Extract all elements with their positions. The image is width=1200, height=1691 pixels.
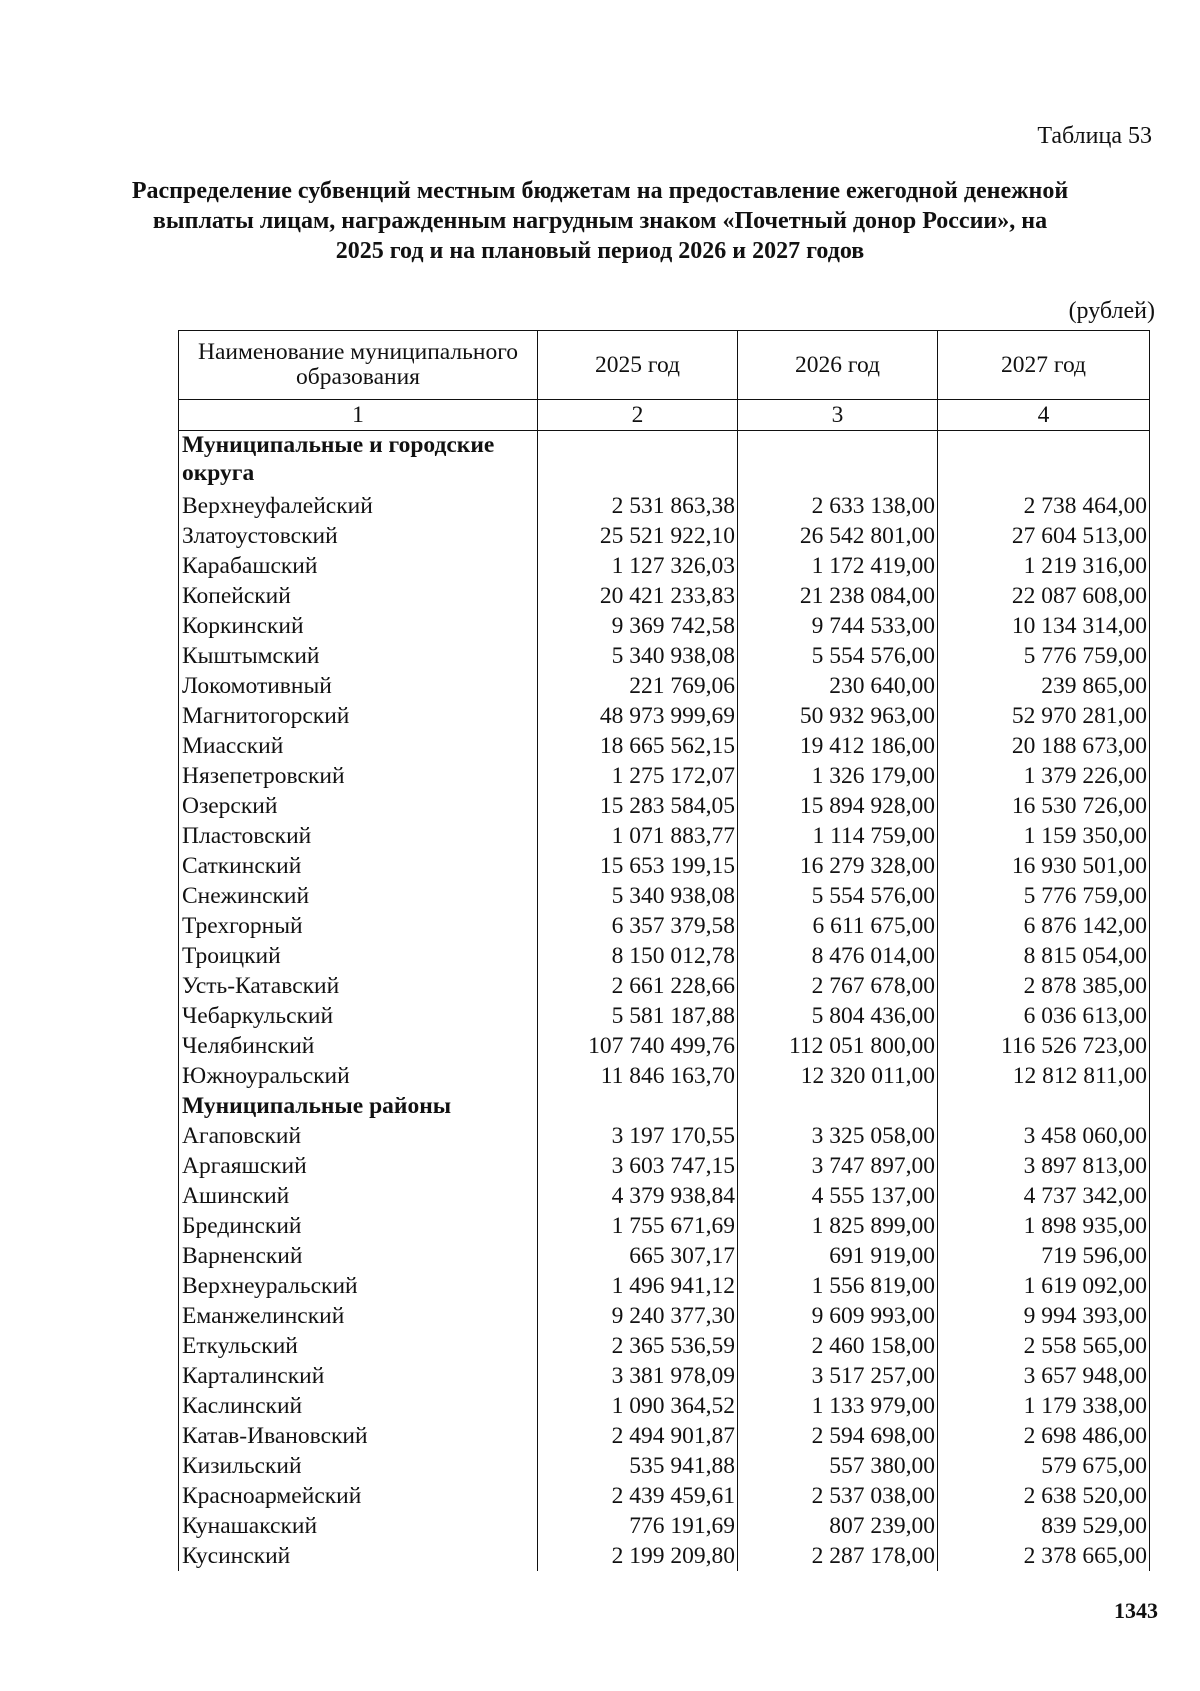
municipality-name-cell: Локомотивный (179, 671, 538, 701)
table-row (179, 1181, 1150, 1211)
table-row (179, 1211, 1150, 1241)
table-row (179, 1421, 1150, 1451)
header-2027: 2027 год (938, 331, 1150, 400)
value-2026-cell: 691 919,00 (738, 1241, 938, 1271)
value-2025-cell: 2 531 863,38 (538, 491, 738, 521)
value-2027-cell: 1 159 350,00 (938, 821, 1150, 851)
table-row (179, 851, 1150, 881)
section-row (179, 431, 1150, 492)
value-2026-cell: 1 825 899,00 (738, 1211, 938, 1241)
value-2026-cell: 1 172 419,00 (738, 551, 938, 581)
value-2027-cell: 6 876 142,00 (938, 911, 1150, 941)
value-2027-cell: 239 865,00 (938, 671, 1150, 701)
column-number: 1 (179, 400, 538, 431)
value-2027-cell: 839 529,00 (938, 1511, 1150, 1541)
units-label: (рублей) (1068, 298, 1155, 324)
municipality-name-cell: Брединский (179, 1211, 538, 1241)
value-2027-cell: 52 970 281,00 (938, 701, 1150, 731)
value-2026-cell: 1 556 819,00 (738, 1271, 938, 1301)
value-2026-cell: 3 325 058,00 (738, 1121, 938, 1151)
value-2027-cell: 1 219 316,00 (938, 551, 1150, 581)
header-row (179, 331, 1150, 400)
municipality-name-cell: Карталинский (179, 1361, 538, 1391)
table-row (179, 971, 1150, 1001)
value-2026-cell: 6 611 675,00 (738, 911, 938, 941)
value-2026-cell: 5 554 576,00 (738, 641, 938, 671)
table-row (179, 1541, 1150, 1571)
value-2027-cell: 2 378 665,00 (938, 1541, 1150, 1571)
value-2027-cell: 1 179 338,00 (938, 1391, 1150, 1421)
municipality-name-cell: Аргаяшский (179, 1151, 538, 1181)
municipality-name-cell: Снежинский (179, 881, 538, 911)
table-row (179, 1001, 1150, 1031)
value-2026-cell: 2 287 178,00 (738, 1541, 938, 1571)
table-row (179, 491, 1150, 521)
value-2027-cell: 5 776 759,00 (938, 641, 1150, 671)
value-2027-cell: 2 558 565,00 (938, 1331, 1150, 1361)
value-2026-cell: 2 594 698,00 (738, 1421, 938, 1451)
header-2026: 2026 год (738, 331, 938, 400)
municipality-name-cell: Троицкий (179, 941, 538, 971)
municipality-name-cell: Катав-Ивановский (179, 1421, 538, 1451)
value-2025-cell: 9 240 377,30 (538, 1301, 738, 1331)
table-label: Таблица 53 (1037, 123, 1152, 149)
value-2026-cell: 230 640,00 (738, 671, 938, 701)
municipality-name-cell: Челябинский (179, 1031, 538, 1061)
column-number: 4 (938, 400, 1150, 431)
value-2026-cell: 9 744 533,00 (738, 611, 938, 641)
value-2025-cell: 6 357 379,58 (538, 911, 738, 941)
value-2025-cell: 2 494 901,87 (538, 1421, 738, 1451)
table-row (179, 1061, 1150, 1091)
empty-cell (938, 1091, 1150, 1121)
value-2027-cell: 12 812 811,00 (938, 1061, 1150, 1091)
value-2027-cell: 579 675,00 (938, 1451, 1150, 1481)
municipality-name-cell: Южноуральский (179, 1061, 538, 1091)
value-2026-cell: 21 238 084,00 (738, 581, 938, 611)
value-2025-cell: 1 090 364,52 (538, 1391, 738, 1421)
municipality-name-cell: Чебаркульский (179, 1001, 538, 1031)
municipality-name-cell: Ашинский (179, 1181, 538, 1211)
table-row (179, 701, 1150, 731)
value-2027-cell: 27 604 513,00 (938, 521, 1150, 551)
value-2027-cell: 9 994 393,00 (938, 1301, 1150, 1331)
table-row (179, 581, 1150, 611)
municipality-name-cell: Саткинский (179, 851, 538, 881)
value-2025-cell: 18 665 562,15 (538, 731, 738, 761)
value-2025-cell: 1 755 671,69 (538, 1211, 738, 1241)
value-2027-cell: 2 698 486,00 (938, 1421, 1150, 1451)
table-row (179, 1241, 1150, 1271)
value-2026-cell: 5 804 436,00 (738, 1001, 938, 1031)
value-2027-cell: 2 638 520,00 (938, 1481, 1150, 1511)
value-2026-cell: 557 380,00 (738, 1451, 938, 1481)
table-row (179, 881, 1150, 911)
table-row (179, 791, 1150, 821)
section-row (179, 1091, 1150, 1121)
table-row (179, 1511, 1150, 1541)
municipality-name-cell: Златоустовский (179, 521, 538, 551)
value-2026-cell: 2 633 138,00 (738, 491, 938, 521)
table-row (179, 1301, 1150, 1331)
page-number: 1343 (1114, 1598, 1158, 1623)
value-2027-cell: 16 930 501,00 (938, 851, 1150, 881)
value-2025-cell: 1 071 883,77 (538, 821, 738, 851)
municipality-name-cell: Коркинский (179, 611, 538, 641)
value-2025-cell: 3 197 170,55 (538, 1121, 738, 1151)
value-2026-cell: 2 460 158,00 (738, 1331, 938, 1361)
value-2027-cell: 1 379 226,00 (938, 761, 1150, 791)
table-row (179, 1031, 1150, 1061)
municipality-name-cell: Красноармейский (179, 1481, 538, 1511)
value-2026-cell: 2 767 678,00 (738, 971, 938, 1001)
municipality-name-cell: Каслинский (179, 1391, 538, 1421)
value-2026-cell: 19 412 186,00 (738, 731, 938, 761)
value-2026-cell: 3 517 257,00 (738, 1361, 938, 1391)
header-municipality: Наименование муниципального образования (179, 331, 538, 400)
value-2025-cell: 48 973 999,69 (538, 701, 738, 731)
value-2026-cell: 12 320 011,00 (738, 1061, 938, 1091)
value-2027-cell: 3 897 813,00 (938, 1151, 1150, 1181)
value-2025-cell: 776 191,69 (538, 1511, 738, 1541)
value-2027-cell: 4 737 342,00 (938, 1181, 1150, 1211)
value-2027-cell: 3 657 948,00 (938, 1361, 1150, 1391)
table-row (179, 1451, 1150, 1481)
value-2025-cell: 15 283 584,05 (538, 791, 738, 821)
value-2027-cell: 20 188 673,00 (938, 731, 1150, 761)
table-row (179, 731, 1150, 761)
municipality-name-cell: Верхнеуфалейский (179, 491, 538, 521)
document-title: Распределение субвенций местным бюджетам на предоставление ежегодной денежной выплаты лицам, награжденным нагрудным знаком «Почетный донор России», на 2025 год и на плановый период 2026 и 2027 годов (131, 178, 1069, 264)
value-2027-cell: 3 458 060,00 (938, 1121, 1150, 1151)
value-2027-cell: 5 776 759,00 (938, 881, 1150, 911)
value-2026-cell: 15 894 928,00 (738, 791, 938, 821)
column-number-row (179, 400, 1150, 431)
column-number: 3 (738, 400, 938, 431)
value-2026-cell: 1 326 179,00 (738, 761, 938, 791)
section-title-urban-districts: Муниципальные и городские округа (179, 431, 538, 492)
value-2027-cell: 16 530 726,00 (938, 791, 1150, 821)
table-row (179, 1481, 1150, 1511)
value-2027-cell: 1 619 092,00 (938, 1271, 1150, 1301)
municipality-name-cell: Магнитогорский (179, 701, 538, 731)
column-number: 2 (538, 400, 738, 431)
municipality-name-cell: Усть-Катавский (179, 971, 538, 1001)
value-2027-cell: 22 087 608,00 (938, 581, 1150, 611)
value-2027-cell: 2 878 385,00 (938, 971, 1150, 1001)
value-2026-cell: 8 476 014,00 (738, 941, 938, 971)
table-row (179, 821, 1150, 851)
value-2025-cell: 1 496 941,12 (538, 1271, 738, 1301)
value-2025-cell: 15 653 199,15 (538, 851, 738, 881)
value-2026-cell: 1 133 979,00 (738, 1391, 938, 1421)
value-2025-cell: 535 941,88 (538, 1451, 738, 1481)
section-title-municipal-districts: Муниципальные районы (179, 1091, 538, 1121)
table-row (179, 671, 1150, 701)
value-2025-cell: 8 150 012,78 (538, 941, 738, 971)
municipality-name-cell: Кунашакский (179, 1511, 538, 1541)
table-row (179, 641, 1150, 671)
value-2025-cell: 20 421 233,83 (538, 581, 738, 611)
municipality-name-cell: Верхнеуральский (179, 1271, 538, 1301)
value-2025-cell: 2 365 536,59 (538, 1331, 738, 1361)
value-2025-cell: 107 740 499,76 (538, 1031, 738, 1061)
value-2026-cell: 1 114 759,00 (738, 821, 938, 851)
value-2026-cell: 2 537 038,00 (738, 1481, 938, 1511)
table-row (179, 521, 1150, 551)
municipality-name-cell: Кизильский (179, 1451, 538, 1481)
value-2027-cell: 2 738 464,00 (938, 491, 1150, 521)
value-2026-cell: 16 279 328,00 (738, 851, 938, 881)
municipality-name-cell: Нязепетровский (179, 761, 538, 791)
table-row (179, 761, 1150, 791)
value-2026-cell: 50 932 963,00 (738, 701, 938, 731)
table-row (179, 911, 1150, 941)
municipality-name-cell: Миасский (179, 731, 538, 761)
table-row (179, 1361, 1150, 1391)
value-2027-cell: 8 815 054,00 (938, 941, 1150, 971)
value-2025-cell: 5 581 187,88 (538, 1001, 738, 1031)
header-2025: 2025 год (538, 331, 738, 400)
municipality-name-cell: Трехгорный (179, 911, 538, 941)
municipality-name-cell: Еманжелинский (179, 1301, 538, 1331)
municipality-name-cell: Копейский (179, 581, 538, 611)
table-row (179, 551, 1150, 581)
value-2026-cell: 3 747 897,00 (738, 1151, 938, 1181)
value-2025-cell: 3 603 747,15 (538, 1151, 738, 1181)
value-2027-cell: 1 898 935,00 (938, 1211, 1150, 1241)
value-2027-cell: 6 036 613,00 (938, 1001, 1150, 1031)
table-row (179, 1331, 1150, 1361)
table-row (179, 1271, 1150, 1301)
value-2025-cell: 2 199 209,80 (538, 1541, 738, 1571)
municipality-name-cell: Варненский (179, 1241, 538, 1271)
value-2025-cell: 5 340 938,08 (538, 641, 738, 671)
value-2025-cell: 3 381 978,09 (538, 1361, 738, 1391)
value-2025-cell: 1 275 172,07 (538, 761, 738, 791)
value-2026-cell: 807 239,00 (738, 1511, 938, 1541)
value-2025-cell: 11 846 163,70 (538, 1061, 738, 1091)
municipality-name-cell: Озерский (179, 791, 538, 821)
value-2025-cell: 2 661 228,66 (538, 971, 738, 1001)
municipality-name-cell: Карабашский (179, 551, 538, 581)
value-2025-cell: 5 340 938,08 (538, 881, 738, 911)
municipality-name-cell: Кыштымский (179, 641, 538, 671)
table-row (179, 1391, 1150, 1421)
municipality-name-cell: Агаповский (179, 1121, 538, 1151)
value-2025-cell: 25 521 922,10 (538, 521, 738, 551)
value-2027-cell: 719 596,00 (938, 1241, 1150, 1271)
value-2026-cell: 26 542 801,00 (738, 521, 938, 551)
empty-cell (738, 1091, 938, 1121)
table-row (179, 611, 1150, 641)
value-2025-cell: 221 769,06 (538, 671, 738, 701)
value-2025-cell: 1 127 326,03 (538, 551, 738, 581)
table-row (179, 1121, 1150, 1151)
value-2025-cell: 2 439 459,61 (538, 1481, 738, 1511)
value-2025-cell: 9 369 742,58 (538, 611, 738, 641)
municipality-name-cell: Еткульский (179, 1331, 538, 1361)
value-2026-cell: 5 554 576,00 (738, 881, 938, 911)
empty-cell (538, 1091, 738, 1121)
table-row (179, 941, 1150, 971)
value-2027-cell: 116 526 723,00 (938, 1031, 1150, 1061)
value-2027-cell: 10 134 314,00 (938, 611, 1150, 641)
value-2025-cell: 4 379 938,84 (538, 1181, 738, 1211)
subvention-table (178, 330, 1150, 1571)
value-2025-cell: 665 307,17 (538, 1241, 738, 1271)
municipality-name-cell: Кусинский (179, 1541, 538, 1571)
value-2026-cell: 4 555 137,00 (738, 1181, 938, 1211)
municipality-name-cell: Пластовский (179, 821, 538, 851)
table-row (179, 1151, 1150, 1181)
value-2026-cell: 112 051 800,00 (738, 1031, 938, 1061)
value-2026-cell: 9 609 993,00 (738, 1301, 938, 1331)
